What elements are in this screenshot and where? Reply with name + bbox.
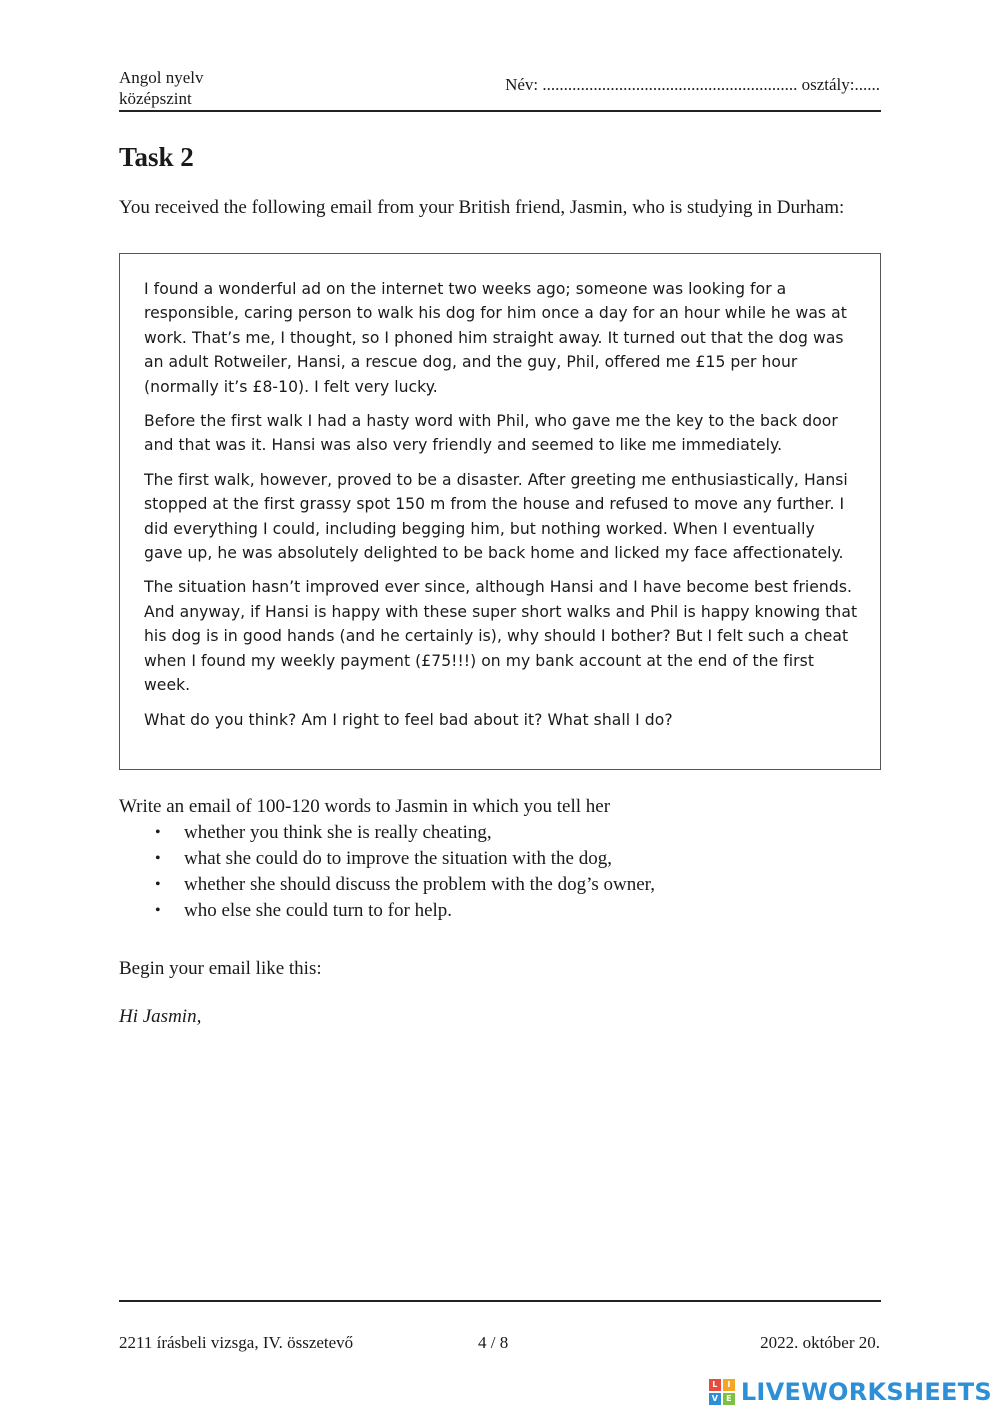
liveworksheets-brand [709,1378,992,1406]
logo-tile: I [723,1379,735,1391]
list-item [155,820,879,846]
instructions-lead: Write an email of 100-120 words to Jasmin in which you tell her [119,796,611,817]
bullet-icon: • [155,850,161,867]
bullet-icon: • [155,876,161,893]
email-paragraph: The first walk, however, proved to be a disaster. After greeting me enthusiastically, Hansi stopped at the first grassy spot 150 m from the house and refused to move any further. I did everything I could, including begging him, but nothing worked. When I eventually gave up, he was absolutely delighted to be back home and licked my face affectionately. [144,470,848,563]
email-paragraph: The situation hasn’t improved ever since, although Hansi and I have become best friends. And anyway, if Hansi is happy with these super short walks and Phil is happy knowing that his dog is in good hands (and he certainly is), why should I bother? But I felt such a cheat when I found my weekly payment (£75!!!) on my bank account at the end of the first week. [144,578,858,695]
footer-page-number: 4 / 8 [478,1333,509,1352]
list-item-text: who else she could turn to for help. [184,900,453,921]
list-item [155,846,879,872]
email-paragraph: I found a wonderful ad on the internet two weeks ago; someone was looking for a responsible, caring person to walk his dog for him once a day for an hour while he was at work. That’s me, I thought, so I phoned him straight away. It turned out that the dog was an adult Rotweiler, Hansi, a rescue dog, and the guy, Phil, offered me £15 per hour (normally it’s £8-10). I felt very lucky. [144,280,847,396]
instructions-list [119,820,879,924]
list-item-text: whether she should discuss the problem with the dog’s owner, [184,874,656,895]
instructions [119,794,879,924]
logo-tile: V [709,1393,721,1405]
header-divider [119,110,881,112]
email-greeting: Hi Jasmin, [119,1006,202,1027]
list-item [155,872,879,898]
liveworksheets-logo-icon [709,1379,735,1405]
brand-name: LIVEWORKSHEETS [740,1378,992,1406]
footer-exam: 2211 írásbeli vizsga, IV. összetevő [119,1333,354,1352]
begin-instruction: Begin your email like this: [119,958,322,979]
list-item-text: whether you think she is really cheating, [184,822,492,843]
subject-level: középszint [119,89,192,108]
name-class-field: Név: ............................................................ osztály:...... [505,75,880,94]
email-paragraph: Before the first walk I had a hasty word with Phil, who gave me the key to the back door and that was it. Hansi was also very friendly and seemed to like me immediately. [144,412,838,455]
list-item [155,898,879,924]
bullet-icon: • [155,902,161,919]
footer-divider [119,1300,881,1302]
logo-tile: L [709,1379,721,1391]
task-intro: You received the following email from your British friend, Jasmin, who is studying in Durham: [119,197,845,218]
logo-tile: E [723,1393,735,1405]
bullet-icon: • [155,824,161,841]
email-box [119,253,881,770]
header-subject [119,67,204,109]
task-title: Task 2 [119,142,194,172]
email-paragraph: What do you think? Am I right to feel bad about it? What shall I do? [144,710,673,729]
list-item-text: what she could do to improve the situation with the dog, [184,848,612,869]
subject-name: Angol nyelv [119,68,204,87]
footer-date: 2022. október 20. [760,1333,880,1352]
